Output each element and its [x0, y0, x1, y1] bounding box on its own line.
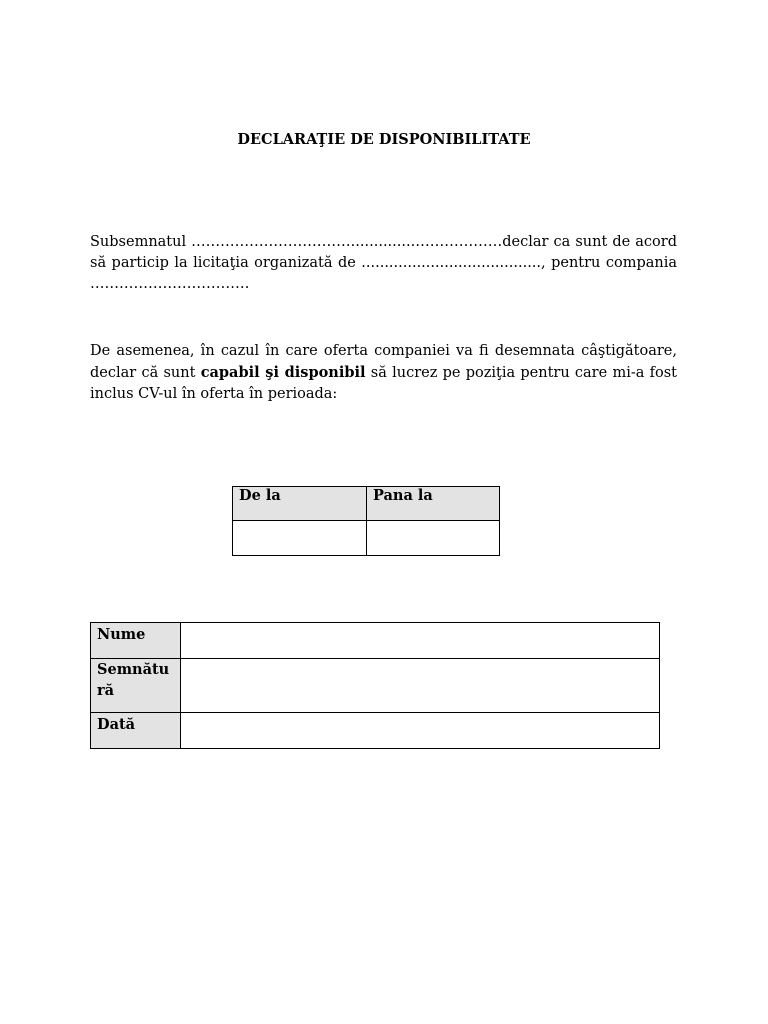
availability-text-start: De asemenea, în cazul în care oferta companiei va fi desemnata câştigătoare, declar că sunt	[90, 343, 677, 381]
availability-paragraph	[90, 341, 677, 405]
period-value-row	[233, 521, 500, 556]
name-field[interactable]	[181, 623, 660, 659]
period-header-row	[233, 487, 500, 521]
date-label: Dată	[91, 713, 181, 749]
period-to-cell[interactable]	[367, 521, 500, 556]
name-label: Nume	[91, 623, 181, 659]
availability-text-bold: capabil şi disponibil	[200, 364, 366, 381]
table-row	[91, 623, 660, 659]
period-table	[232, 486, 500, 556]
signature-field[interactable]	[181, 659, 660, 713]
signature-table	[90, 622, 660, 749]
table-row	[91, 713, 660, 749]
period-from-cell[interactable]	[233, 521, 367, 556]
date-field[interactable]	[181, 713, 660, 749]
period-to-header: Pana la	[367, 487, 500, 521]
page-title: DECLARAŢIE DE DISPONIBILITATE	[237, 131, 531, 148]
table-row	[91, 659, 660, 713]
intro-paragraph: Subsemnatul ……………………………..............………………declar ca sunt de acord să particip la licitaţia organizată de ......................................., pentru compania ……………………………	[90, 234, 677, 292]
period-from-header: De la	[233, 487, 367, 521]
availability-text-end: să lucrez pe poziţia pentru care mi-a fost inclus CV-ul în oferta în perioada:	[90, 365, 678, 402]
signature-label: Semnătu ră	[91, 659, 181, 713]
